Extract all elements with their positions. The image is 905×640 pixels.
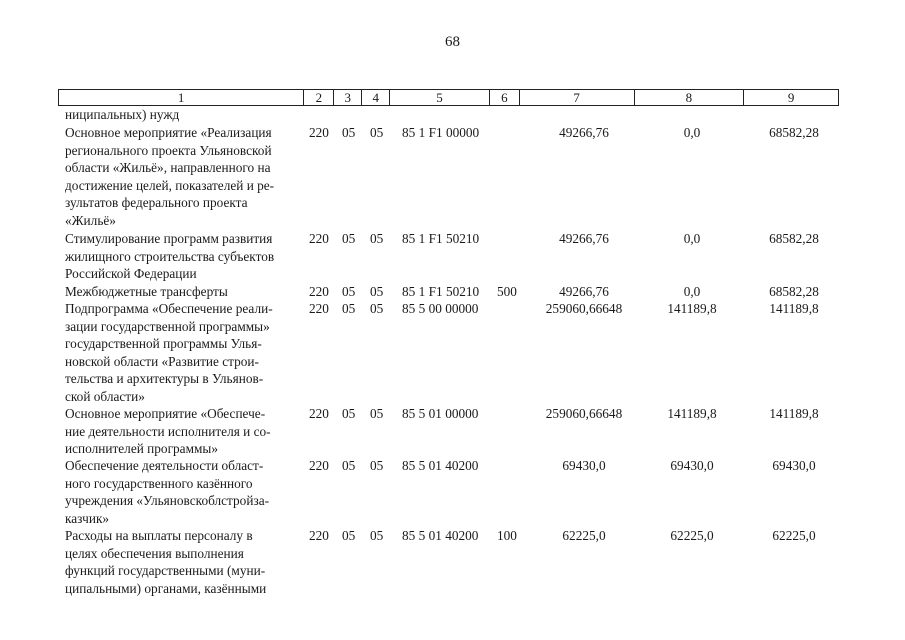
cell-col-4: 05 xyxy=(370,125,384,140)
cell-col-3: 05 xyxy=(342,231,356,246)
cell-col-3: 05 xyxy=(342,301,356,316)
cell-col-9: 141189,8 xyxy=(769,406,819,421)
row-name xyxy=(65,124,298,229)
header-col-2: 2 xyxy=(304,90,334,105)
cell-col-2: 220 xyxy=(309,406,329,421)
row-name xyxy=(65,283,298,301)
row-name-line: исполнителей программы» xyxy=(65,441,218,456)
row-name-line: области «Жильё», направленного на xyxy=(65,160,271,175)
cell-col-8: 141189,8 xyxy=(667,406,717,421)
row-name-line: Расходы на выплаты персоналу в xyxy=(65,528,253,543)
cell-col-4: 05 xyxy=(370,458,384,473)
cell-col-6: 500 xyxy=(497,284,517,299)
row-name-line: Основное мероприятие «Обеспече- xyxy=(65,406,266,421)
header-col-4: 4 xyxy=(362,90,390,105)
row-name-line: зультатов федерального проекта xyxy=(65,195,248,210)
cell-col-7: 49266,76 xyxy=(559,231,609,246)
cell-col-5: 85 1 F1 50210 xyxy=(402,284,480,299)
cell-col-2: 220 xyxy=(309,458,329,473)
cell-col-9: 141189,8 xyxy=(769,301,819,316)
cell-col-7: 259060,66648 xyxy=(545,301,623,316)
cell-col-2: 220 xyxy=(309,284,329,299)
cell-col-8: 69430,0 xyxy=(670,458,714,473)
cell-col-7: 259060,66648 xyxy=(545,406,623,421)
page-number: 68 xyxy=(445,34,460,50)
cell-col-8: 141189,8 xyxy=(667,301,717,316)
cell-col-5: 85 1 F1 50210 xyxy=(402,231,480,246)
cell-col-2: 220 xyxy=(309,125,329,140)
row-name-line: тельства и архитектуры в Ульянов- xyxy=(65,371,264,386)
row-name xyxy=(65,527,298,597)
cell-col-5: 85 5 00 00000 xyxy=(402,301,479,316)
cell-col-5: 85 1 F1 00000 xyxy=(402,125,480,140)
row-name-line: ской области» xyxy=(65,388,145,404)
cell-col-9: 62225,0 xyxy=(772,528,816,543)
row-name-line: Основное мероприятие «Реализация xyxy=(65,125,272,140)
header-col-6: 6 xyxy=(490,90,520,105)
cell-col-4: 05 xyxy=(370,301,384,316)
cell-col-8: 62225,0 xyxy=(670,528,714,543)
cell-col-7: 69430,0 xyxy=(562,458,606,473)
header-col-8: 8 xyxy=(635,90,745,105)
cell-col-4: 05 xyxy=(370,284,384,299)
cell-col-2: 220 xyxy=(309,528,329,543)
cell-col-4: 05 xyxy=(370,528,384,543)
cell-col-6: 100 xyxy=(497,528,517,543)
row-name-line: Российской Федерации xyxy=(65,266,197,281)
row-name xyxy=(65,405,298,458)
row-name-line: целях обеспечения выполнения xyxy=(65,545,244,561)
row-name xyxy=(65,300,298,405)
cell-col-2: 220 xyxy=(309,231,329,246)
row-name-line: Стимулирование программ развития xyxy=(65,231,273,246)
row-name-line: учреждения «Ульяновскоблстройза- xyxy=(65,493,270,508)
cell-col-3: 05 xyxy=(342,406,356,421)
row-name-line: жилищного строительства субъектов xyxy=(65,248,275,264)
row-name-line: Обеспечение деятельности област- xyxy=(65,458,264,473)
header-col-9: 9 xyxy=(787,90,795,105)
cell-col-9: 68582,28 xyxy=(769,284,819,299)
row-name-line: казчик» xyxy=(65,510,110,526)
header-col-7: 7 xyxy=(520,90,635,105)
row-name-line: зации государственной программы» xyxy=(65,318,270,334)
row-name-line: функций государственными (муни- xyxy=(65,563,266,578)
row-name-line: регионального проекта Ульяновской xyxy=(65,142,272,158)
cell-col-3: 05 xyxy=(342,284,356,299)
row-name-line: достижение целей, показателей и ре- xyxy=(65,177,275,193)
cell-col-8: 0,0 xyxy=(683,231,701,246)
row-name-line: «Жильё» xyxy=(65,212,116,228)
cell-col-8: 0,0 xyxy=(683,125,701,140)
cell-col-2: 220 xyxy=(309,301,329,316)
header-col-1: 1 xyxy=(59,90,304,105)
cell-col-7: 49266,76 xyxy=(559,284,609,299)
row-name-line: Межбюджетные трансферты xyxy=(65,284,228,299)
cell-col-5: 85 5 01 40200 xyxy=(402,528,479,543)
table-header xyxy=(58,89,839,106)
row-name-line: ного государственного казённого xyxy=(65,475,253,491)
header-col-5: 5 xyxy=(390,90,490,105)
row-name-line: новской области «Развитие строи- xyxy=(65,353,259,369)
row-name xyxy=(65,230,298,283)
row-name xyxy=(65,457,298,527)
cell-col-3: 05 xyxy=(342,125,356,140)
cell-col-8: 0,0 xyxy=(683,284,701,299)
cell-col-9: 69430,0 xyxy=(772,458,816,473)
row-name-line: ние деятельности исполнителя и со- xyxy=(65,423,271,439)
header-col-3: 3 xyxy=(334,90,362,105)
cell-col-5: 85 5 01 00000 xyxy=(402,406,479,421)
cell-col-4: 05 xyxy=(370,231,384,246)
cell-col-5: 85 5 01 40200 xyxy=(402,458,479,473)
cell-col-7: 49266,76 xyxy=(559,125,609,140)
row-name-line: ципальными) органами, казёнными xyxy=(65,580,267,596)
continued-fragment: ниципальных) нужд xyxy=(65,107,180,122)
cell-col-9: 68582,28 xyxy=(769,231,819,246)
cell-col-9: 68582,28 xyxy=(769,125,819,140)
cell-col-3: 05 xyxy=(342,458,356,473)
row-name-line: Подпрограмма «Обеспечение реали- xyxy=(65,301,273,316)
cell-col-3: 05 xyxy=(342,528,356,543)
cell-col-7: 62225,0 xyxy=(562,528,606,543)
cell-col-4: 05 xyxy=(370,406,384,421)
row-name-line: государственной программы Улья- xyxy=(65,336,262,351)
